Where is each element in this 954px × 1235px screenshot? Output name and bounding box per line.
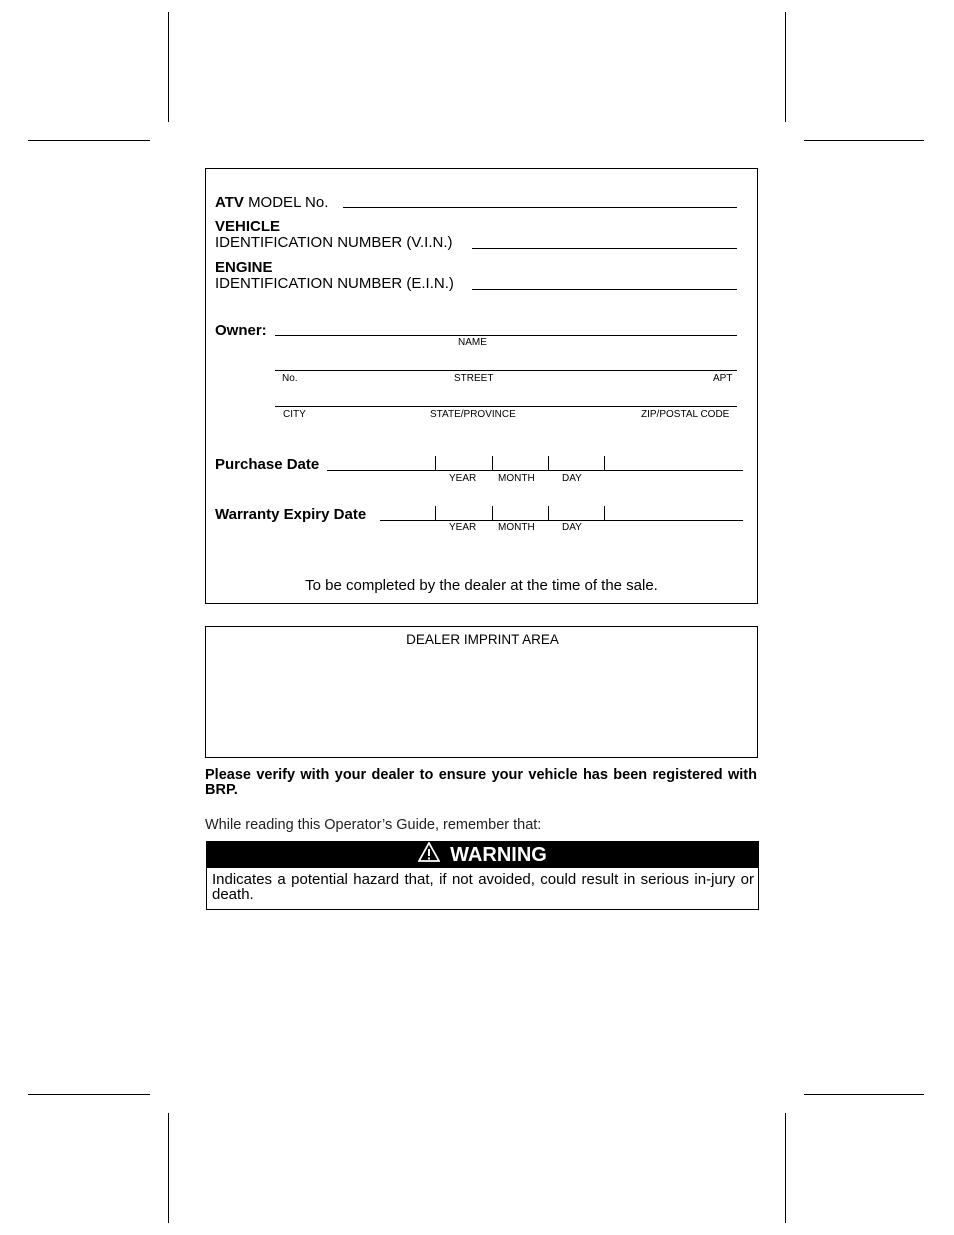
dealer-note: To be completed by the dealer at the time of the sale. xyxy=(305,577,658,594)
warranty-expiry-field[interactable] xyxy=(380,520,743,521)
crop-mark xyxy=(168,12,169,122)
engine-label: ENGINE xyxy=(215,259,273,276)
warning-title: WARNING xyxy=(450,843,547,866)
day-caption: DAY xyxy=(562,522,582,533)
owner-name-field[interactable] xyxy=(275,335,737,336)
purchase-date-label: Purchase Date xyxy=(215,456,320,473)
reading-notice: While reading this Operator’s Guide, remember that: xyxy=(205,817,542,833)
date-divider xyxy=(548,456,549,470)
vin-field[interactable] xyxy=(472,248,737,249)
crop-mark xyxy=(804,140,924,141)
no-caption: No. xyxy=(282,373,298,384)
date-divider xyxy=(492,456,493,470)
warranty-expiry-label: Warranty Expiry Date xyxy=(215,506,367,523)
street-caption: STREET xyxy=(454,373,494,384)
ein-label: IDENTIFICATION NUMBER (E.I.N.) xyxy=(215,275,454,292)
date-divider xyxy=(435,456,436,470)
warning-triangle-icon xyxy=(418,842,440,868)
date-divider xyxy=(492,506,493,520)
vin-label: IDENTIFICATION NUMBER (V.I.N.) xyxy=(215,234,453,251)
year-caption: YEAR xyxy=(449,473,477,484)
owner-city-field[interactable] xyxy=(275,406,737,407)
name-caption: NAME xyxy=(458,337,487,348)
crop-mark xyxy=(785,12,786,122)
date-divider xyxy=(435,506,436,520)
crop-mark xyxy=(804,1094,924,1095)
owner-label: Owner: xyxy=(215,322,267,339)
date-divider xyxy=(604,506,605,520)
purchase-date-field[interactable] xyxy=(327,470,743,471)
atv-model-field[interactable] xyxy=(343,207,737,208)
zip-caption: ZIP/POSTAL CODE xyxy=(641,409,730,420)
year-caption: YEAR xyxy=(449,522,477,533)
warning-body: Indicates a potential hazard that, if not avoided, could result in serious in-jury or death. xyxy=(212,871,754,903)
date-divider xyxy=(604,456,605,470)
city-caption: CITY xyxy=(283,409,306,420)
apt-caption: APT xyxy=(713,373,733,384)
dealer-imprint-title: DEALER IMPRINT AREA xyxy=(406,632,559,647)
crop-mark xyxy=(28,1094,150,1095)
month-caption: MONTH xyxy=(498,473,535,484)
ein-field[interactable] xyxy=(472,289,737,290)
crop-mark xyxy=(168,1113,169,1223)
vehicle-label: VEHICLE xyxy=(215,218,281,235)
state-caption: STATE/PROVINCE xyxy=(430,409,516,420)
month-caption: MONTH xyxy=(498,522,535,533)
crop-mark xyxy=(28,140,150,141)
date-divider xyxy=(548,506,549,520)
day-caption: DAY xyxy=(562,473,582,484)
verify-notice: Please verify with your dealer to ensure your vehicle has been registered with BRP. xyxy=(205,767,757,798)
warning-header xyxy=(207,842,758,868)
owner-street-field[interactable] xyxy=(275,370,737,371)
atv-model-label: ATV MODEL No. xyxy=(215,194,329,211)
crop-mark xyxy=(785,1113,786,1223)
